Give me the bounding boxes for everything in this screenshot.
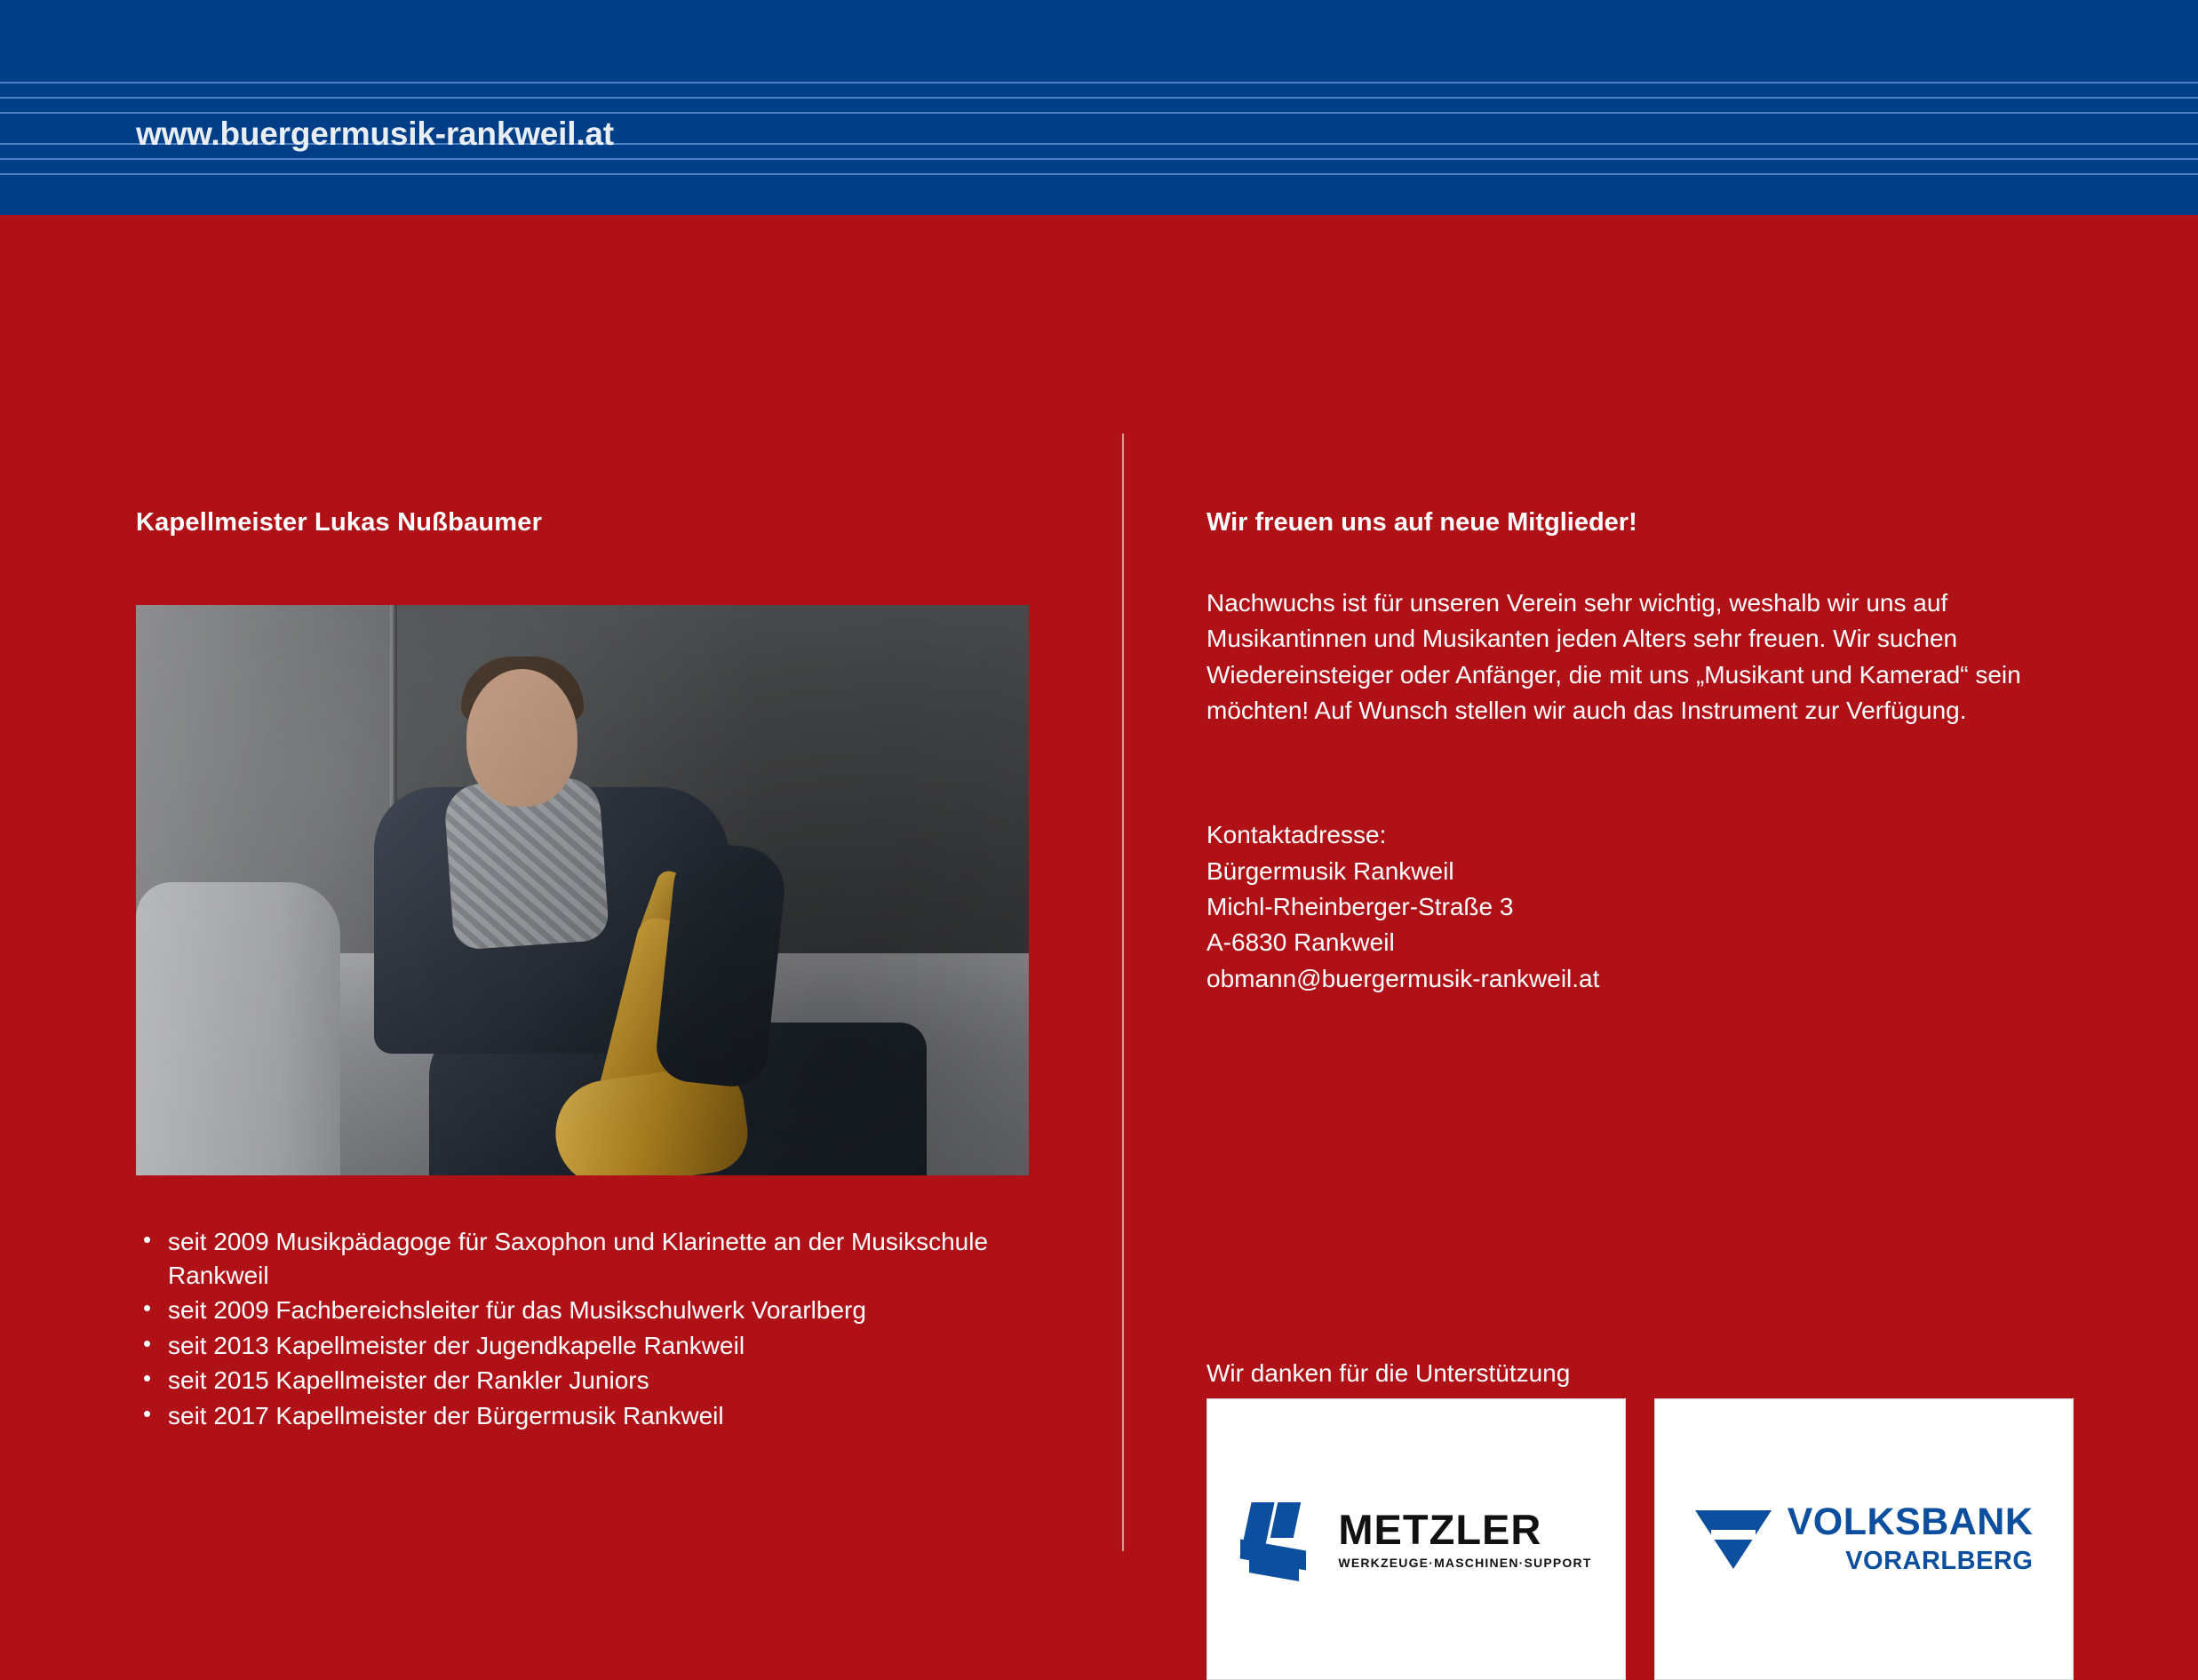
page-body <box>0 215 2198 1575</box>
list-item: • seit 2009 Musikpädagoge für Saxophon und Klarinette an der Musikschule Rankweil <box>136 1225 1051 1292</box>
staff-line <box>0 158 2198 160</box>
metzler-mark-icon <box>1240 1499 1326 1580</box>
sponsors-thanks-text: Wir danken für die Unterstützung <box>1207 1359 1571 1387</box>
contact-block <box>1207 817 2095 997</box>
right-column <box>1207 508 2095 1575</box>
website-url[interactable]: www.buergermusik-rankweil.at <box>136 115 614 152</box>
list-item: • seit 2015 Kapellmeister der Rankler Juniors <box>136 1364 1051 1397</box>
volksbank-v-icon <box>1695 1510 1772 1569</box>
staff-line <box>0 82 2198 84</box>
contact-label: Kontaktadresse: <box>1207 821 1387 849</box>
staff-line <box>0 173 2198 175</box>
list-item: • seit 2009 Fachbereichsleiter für das Musikschulwerk Vorarlberg <box>136 1294 1051 1327</box>
list-item: • seit 2013 Kapellmeister der Jugendkapelle Rankweil <box>136 1329 1051 1363</box>
members-paragraph: Nachwuchs ist für unseren Verein sehr wichtig, weshalb wir uns auf Musikantinnen und Musikanten jeden Alters sehr freuen. Wir suchen Wiedereinsteiger oder Anfänger, die mit uns „Musikant und Kamerad“ sein möchten! Auf Wunsch stellen wir auch das Instrument zur Verfügung. <box>1207 589 2021 724</box>
volksbank-wordmark <box>1787 1500 2034 1576</box>
metzler-subtitle: WERKZEUGE·MASCHINEN·SUPPORT <box>1338 1556 1592 1570</box>
left-column <box>136 508 1051 1434</box>
list-item: • seit 2017 Kapellmeister der Bürgermusik Rankweil <box>136 1399 1051 1433</box>
kapellmeister-heading: Kapellmeister Lukas Nußbaumer <box>136 508 543 537</box>
sponsor-card-volksbank[interactable] <box>1654 1398 2074 1680</box>
contact-organisation: Bürgermusik Rankweil <box>1207 856 1454 885</box>
volksbank-name: VOLKSBANK <box>1787 1500 2034 1543</box>
metzler-logo <box>1240 1499 1591 1580</box>
members-heading: Wir freuen uns auf neue Mitglieder! <box>1207 508 1637 537</box>
photo-grain-overlay <box>136 605 1029 1175</box>
volksbank-subtitle: VORARLBERG <box>1845 1546 2034 1575</box>
contact-street: Michl-Rheinberger-Straße 3 <box>1207 892 1514 920</box>
contact-email[interactable]: obmann@buergermusik-rankweil.at <box>1207 964 1600 992</box>
kapellmeister-bullet-list <box>136 1225 1051 1432</box>
contact-city: A-6830 Rankweil <box>1207 928 1395 957</box>
staff-line <box>0 112 2198 114</box>
metzler-name: METZLER <box>1338 1506 1542 1553</box>
staff-line <box>0 97 2198 99</box>
kapellmeister-photo <box>136 605 1029 1175</box>
sponsor-card-metzler[interactable] <box>1207 1398 1626 1680</box>
sponsor-logos <box>1207 1398 2074 1680</box>
page-header <box>0 0 2198 215</box>
column-divider <box>1122 434 1124 1551</box>
volksbank-logo <box>1695 1500 2034 1576</box>
metzler-wordmark <box>1338 1506 1592 1570</box>
